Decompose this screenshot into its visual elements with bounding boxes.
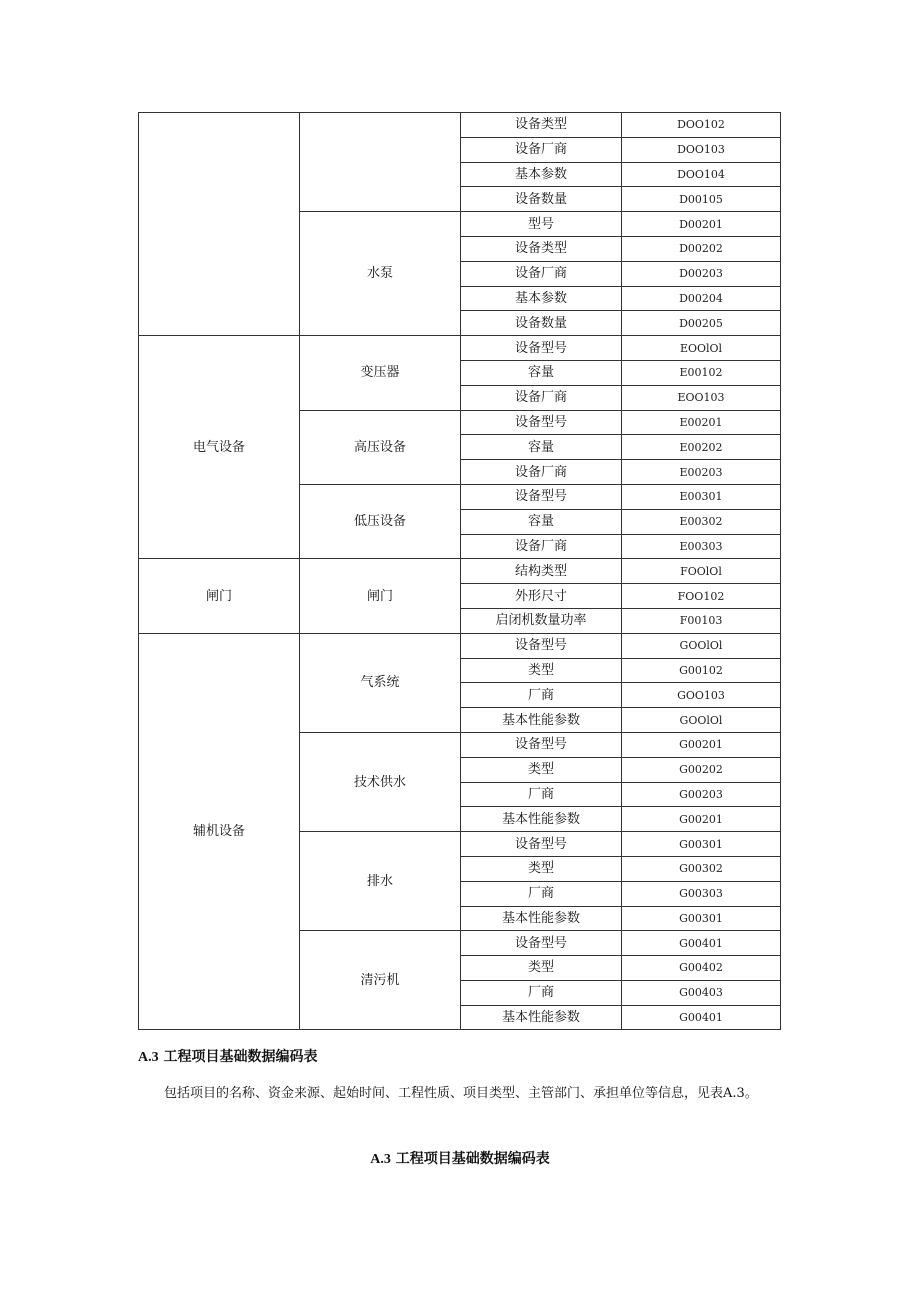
field-name-cell: 设备数量 xyxy=(461,187,622,212)
field-name-cell: 类型 xyxy=(461,856,622,881)
field-name-cell: 基本性能参数 xyxy=(461,906,622,931)
field-name-cell: 容量 xyxy=(461,509,622,534)
section-heading xyxy=(138,1046,318,1066)
code-cell: G00203 xyxy=(622,782,781,807)
code-cell: E00201 xyxy=(622,410,781,435)
code-cell: E00203 xyxy=(622,460,781,485)
field-name-cell: 设备厂商 xyxy=(461,261,622,286)
code-cell: D00204 xyxy=(622,286,781,311)
code-cell: EOOlOl xyxy=(622,336,781,361)
category-cell xyxy=(139,113,300,336)
subcategory-cell: 水泵 xyxy=(300,212,461,336)
field-name-cell: 类型 xyxy=(461,757,622,782)
code-cell: G00402 xyxy=(622,956,781,981)
code-cell: G00202 xyxy=(622,757,781,782)
code-cell: G00201 xyxy=(622,732,781,757)
code-cell: DOO104 xyxy=(622,162,781,187)
caption-number: A.3 xyxy=(370,1152,391,1167)
field-name-cell: 设备型号 xyxy=(461,410,622,435)
code-cell: E00102 xyxy=(622,360,781,385)
field-name-cell: 设备型号 xyxy=(461,633,622,658)
field-name-cell: 结构类型 xyxy=(461,559,622,584)
field-name-cell: 设备型号 xyxy=(461,732,622,757)
code-cell: E00301 xyxy=(622,484,781,509)
field-name-cell: 基本性能参数 xyxy=(461,708,622,733)
field-name-cell: 型号 xyxy=(461,212,622,237)
section-title: 工程项目基础数据编码表 xyxy=(163,1049,318,1065)
code-cell: GOOlOl xyxy=(622,633,781,658)
field-name-cell: 设备厂商 xyxy=(461,460,622,485)
subcategory-cell: 清污机 xyxy=(300,931,461,1030)
code-cell: G00201 xyxy=(622,807,781,832)
code-cell: G00102 xyxy=(622,658,781,683)
table-caption xyxy=(0,1148,920,1168)
code-cell: FOO102 xyxy=(622,584,781,609)
code-cell: EOO103 xyxy=(622,385,781,410)
field-name-cell: 基本参数 xyxy=(461,162,622,187)
code-cell: D00203 xyxy=(622,261,781,286)
field-name-cell: 设备厂商 xyxy=(461,385,622,410)
code-cell: D00201 xyxy=(622,212,781,237)
field-name-cell: 设备型号 xyxy=(461,484,622,509)
field-name-cell: 基本性能参数 xyxy=(461,1005,622,1030)
field-name-cell: 容量 xyxy=(461,360,622,385)
subcategory-cell: 低压设备 xyxy=(300,484,461,558)
field-name-cell: 类型 xyxy=(461,956,622,981)
code-cell: D00105 xyxy=(622,187,781,212)
field-name-cell: 外形尺寸 xyxy=(461,584,622,609)
code-cell: E00202 xyxy=(622,435,781,460)
field-name-cell: 类型 xyxy=(461,658,622,683)
field-name-cell: 设备型号 xyxy=(461,336,622,361)
table-row xyxy=(139,633,781,658)
table-row xyxy=(139,559,781,584)
code-cell: FOOlOl xyxy=(622,559,781,584)
category-cell: 闸门 xyxy=(139,559,300,633)
field-name-cell: 设备类型 xyxy=(461,236,622,261)
code-cell: GOOlOl xyxy=(622,708,781,733)
field-name-cell: 设备型号 xyxy=(461,832,622,857)
field-name-cell: 启闭机数量功率 xyxy=(461,608,622,633)
body-paragraph: 包括项目的名称、资金来源、起始时间、工程性质、项目类型、主管部门、承担单位等信息，见表A.3。 xyxy=(164,1086,758,1101)
equipment-code-table xyxy=(138,112,781,1030)
section-number: A.3 xyxy=(138,1050,159,1065)
code-cell: E00303 xyxy=(622,534,781,559)
field-name-cell: 设备厂商 xyxy=(461,534,622,559)
code-cell: E00302 xyxy=(622,509,781,534)
code-cell: D00202 xyxy=(622,236,781,261)
field-name-cell: 设备厂商 xyxy=(461,137,622,162)
code-cell: G00302 xyxy=(622,856,781,881)
subcategory-cell xyxy=(300,113,461,212)
table-row xyxy=(139,336,781,361)
caption-title: 工程项目基础数据编码表 xyxy=(395,1151,550,1167)
code-cell: GOO103 xyxy=(622,683,781,708)
code-cell: G00401 xyxy=(622,931,781,956)
subcategory-cell: 闸门 xyxy=(300,559,461,633)
subcategory-cell: 技术供水 xyxy=(300,732,461,831)
code-cell: D00205 xyxy=(622,311,781,336)
category-cell: 电气设备 xyxy=(139,336,300,559)
subcategory-cell: 气系统 xyxy=(300,633,461,732)
field-name-cell: 基本性能参数 xyxy=(461,807,622,832)
code-cell: G00301 xyxy=(622,906,781,931)
code-cell: G00303 xyxy=(622,881,781,906)
field-name-cell: 厂商 xyxy=(461,683,622,708)
category-cell: 辅机设备 xyxy=(139,633,300,1030)
subcategory-cell: 变压器 xyxy=(300,336,461,410)
field-name-cell: 设备数量 xyxy=(461,311,622,336)
code-cell: G00403 xyxy=(622,980,781,1005)
table-row xyxy=(139,113,781,138)
code-cell: DOO103 xyxy=(622,137,781,162)
code-cell: G00401 xyxy=(622,1005,781,1030)
code-cell: G00301 xyxy=(622,832,781,857)
field-name-cell: 设备类型 xyxy=(461,113,622,138)
code-cell: DOO102 xyxy=(622,113,781,138)
field-name-cell: 基本参数 xyxy=(461,286,622,311)
field-name-cell: 厂商 xyxy=(461,881,622,906)
field-name-cell: 厂商 xyxy=(461,980,622,1005)
field-name-cell: 容量 xyxy=(461,435,622,460)
field-name-cell: 厂商 xyxy=(461,782,622,807)
subcategory-cell: 高压设备 xyxy=(300,410,461,484)
field-name-cell: 设备型号 xyxy=(461,931,622,956)
subcategory-cell: 排水 xyxy=(300,832,461,931)
code-cell: F00103 xyxy=(622,608,781,633)
